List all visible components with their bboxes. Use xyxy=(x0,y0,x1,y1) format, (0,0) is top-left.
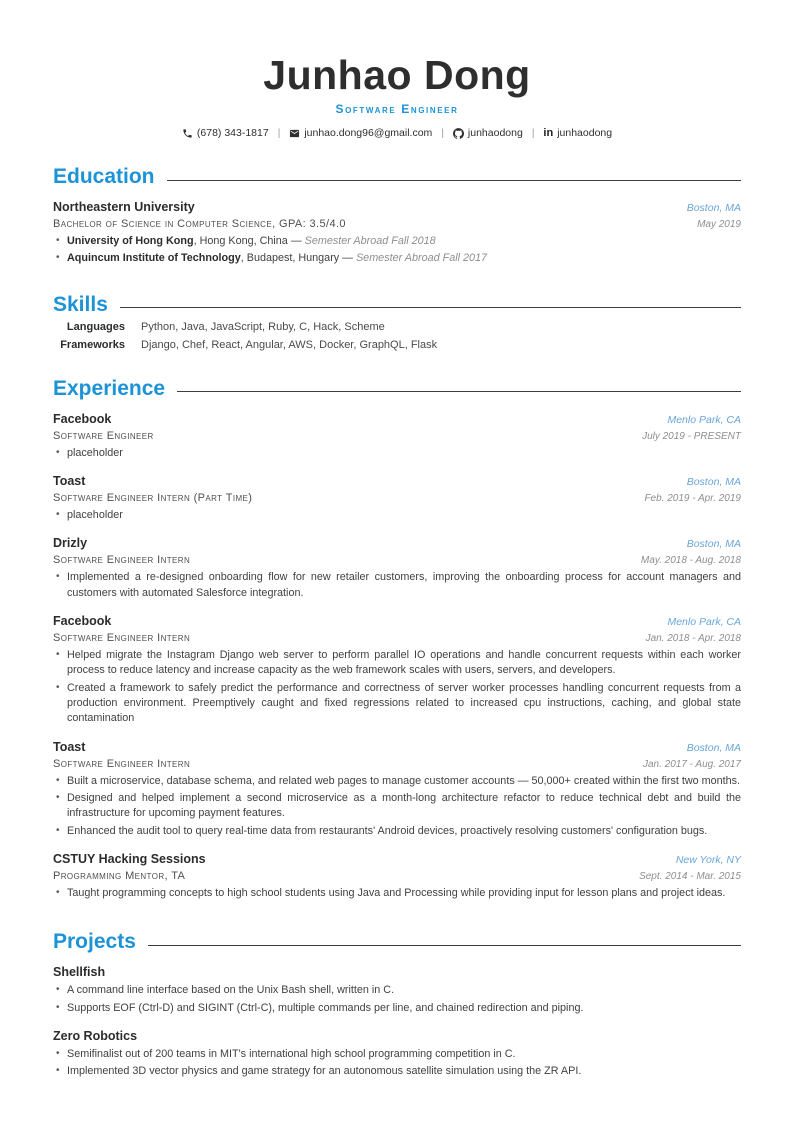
abroad-note: Semester Abroad Fall 2017 xyxy=(355,252,488,265)
project-name: Shellfish xyxy=(53,965,106,980)
contact-phone-text: (678) 343-1817 xyxy=(196,127,269,140)
contact-separator: | xyxy=(441,127,444,139)
company-location: Boston, MA xyxy=(686,476,741,489)
section-rule xyxy=(177,391,741,392)
experience-entry xyxy=(53,412,741,461)
company-name: CSTUY Hacking Sessions xyxy=(53,851,206,866)
job-dates: May. 2018 - Aug. 2018 xyxy=(640,555,741,567)
skills-heading-row xyxy=(53,294,741,315)
section-rule xyxy=(148,945,741,946)
project-name: Zero Robotics xyxy=(53,1028,138,1043)
linkedin-icon: in xyxy=(543,127,554,140)
job-dates: July 2019 - PRESENT xyxy=(642,430,741,442)
skill-label: Languages xyxy=(66,320,125,333)
contact-linkedin[interactable] xyxy=(543,127,612,139)
education-bullets xyxy=(53,234,741,267)
job-bullet: • Built a microservice, database schema, and related web pages to manage customer accounts — 50,000+ created within the first two months. xyxy=(53,774,741,789)
job-dates: Sept. 2014 - Mar. 2015 xyxy=(639,870,741,882)
skill-value: Django, Chef, React, Angular, AWS, Docker, GraphQL, Flask xyxy=(141,338,438,351)
education-bullet xyxy=(53,251,741,266)
experience-entry xyxy=(53,740,741,839)
contact-github[interactable] xyxy=(453,127,523,139)
experience-heading: Experience xyxy=(53,376,166,400)
abroad-location: , Hong Kong, China — xyxy=(193,235,305,248)
education-entry xyxy=(53,200,741,267)
project-entry xyxy=(53,1029,741,1080)
job-dates: Jan. 2018 - Apr. 2018 xyxy=(645,633,741,645)
company-name: Facebook xyxy=(53,411,112,426)
company-name: Drizly xyxy=(53,536,88,551)
project-bullets xyxy=(53,1047,741,1080)
contact-separator: | xyxy=(531,127,535,139)
job-role: Software Engineer Intern xyxy=(53,632,191,645)
job-dates: Feb. 2019 - Apr. 2019 xyxy=(644,493,741,505)
abroad-note: Semester Abroad Fall 2018 xyxy=(304,235,436,248)
project-bullets xyxy=(53,983,741,1016)
abroad-school: Aquincum Institute of Technology xyxy=(67,252,241,265)
school-name: Northeastern University xyxy=(53,200,195,215)
company-name: Toast xyxy=(53,739,86,754)
job-bullet: • placeholder xyxy=(53,508,741,523)
contact-email-text: junhao.dong96@gmail.com xyxy=(304,127,433,140)
skill-row xyxy=(53,321,741,333)
graduation-date: May 2019 xyxy=(697,219,741,231)
job-bullets xyxy=(53,446,741,461)
contact-bar xyxy=(53,127,741,139)
section-skills xyxy=(53,294,741,351)
section-projects xyxy=(53,931,741,1079)
envelope-icon xyxy=(289,128,300,139)
github-icon xyxy=(453,128,464,139)
abroad-school: University of Hong Kong xyxy=(67,235,194,248)
project-bullet: • Implemented 3D vector physics and game strategy for an autonomous satellite simulation using the ZR API. xyxy=(53,1064,741,1079)
company-name: Toast xyxy=(53,474,86,489)
section-rule xyxy=(120,307,741,308)
section-education xyxy=(53,166,741,267)
project-bullet: • Semifinalist out of 200 teams in MIT's international high school programming competition in C. xyxy=(53,1047,741,1062)
projects-heading-row xyxy=(53,931,741,952)
skill-label: Frameworks xyxy=(60,338,125,351)
job-role: Software Engineer xyxy=(53,429,154,442)
person-name: Junhao Dong xyxy=(263,52,531,98)
skill-value: Python, Java, JavaScript, Ruby, C, Hack, Scheme xyxy=(141,320,385,333)
company-location: Boston, MA xyxy=(686,538,741,551)
section-experience xyxy=(53,378,741,902)
experience-entry xyxy=(53,474,741,523)
job-bullet: • Enhanced the audit tool to query real-time data from restaurants' Android devices, proactively resolving customers' configuration bugs. xyxy=(53,824,741,839)
education-heading-row xyxy=(53,166,741,187)
job-role: Software Engineer Intern xyxy=(53,757,191,770)
project-bullet: • A command line interface based on the Unix Bash shell, written in C. xyxy=(53,983,741,998)
job-role: Programming Mentor, TA xyxy=(53,869,186,882)
school-location: Boston, MA xyxy=(686,202,741,215)
job-bullets xyxy=(53,648,741,727)
job-bullets xyxy=(53,886,741,901)
projects-heading: Projects xyxy=(53,930,136,954)
phone-icon xyxy=(182,128,193,139)
job-bullet: • Taught programming concepts to high school students using Java and Processing while providing input for lesson plans and project ideas. xyxy=(53,886,741,901)
job-role: Software Engineer Intern (Part Time) xyxy=(53,492,253,505)
contact-github-text: junhaodong xyxy=(467,127,523,140)
contact-phone[interactable] xyxy=(182,127,269,139)
resume-header xyxy=(53,0,741,139)
company-name: Facebook xyxy=(53,614,112,629)
experience-entry xyxy=(53,614,741,727)
company-location: Boston, MA xyxy=(686,741,741,754)
company-location: New York, NY xyxy=(675,853,741,866)
degree-text: Bachelor of Science in Computer Science, GPA: 3.5/4.0 xyxy=(53,218,346,231)
project-entry xyxy=(53,965,741,1016)
education-heading: Education xyxy=(53,165,155,189)
job-bullet: • Designed and helped implement a second microservice as a month-long architecture refactor to reduce technical debt and build the infrastructure for upcoming payment features. xyxy=(53,791,741,822)
job-bullet: • Created a framework to safely predict the performance and correctness of server worker processes handling concurrent requests from a production environment. Preemptively caught and fixed regressions related to increased cpu instructions, caching, and global state contamination xyxy=(53,681,741,727)
job-bullets xyxy=(53,570,741,601)
experience-heading-row xyxy=(53,378,741,399)
job-role: Software Engineer Intern xyxy=(53,554,191,567)
person-title: Software Engineer xyxy=(335,102,459,117)
contact-separator: | xyxy=(277,127,281,139)
job-bullet: • Implemented a re-designed onboarding flow for new retailer customers, improving the onboarding process for account managers and customers with automated Salesforce integration. xyxy=(53,570,741,601)
job-bullet: • Helped migrate the Instagram Django web server to perform parallel IO operations and handle concurrent requests within each worker process to reduce latency and increase capacity as the web framework scales with users, servers, and developers. xyxy=(53,648,741,679)
project-bullet: • Supports EOF (Ctrl-D) and SIGINT (Ctrl-C), multiple commands per line, and chained redirection and piping. xyxy=(53,1001,741,1016)
contact-linkedin-text: junhaodong xyxy=(557,127,613,140)
education-bullet xyxy=(53,234,741,249)
skills-heading: Skills xyxy=(53,292,108,316)
contact-email[interactable] xyxy=(289,127,432,139)
job-dates: Jan. 2017 - Aug. 2017 xyxy=(642,758,741,770)
experience-entry xyxy=(53,536,741,601)
company-location: Menlo Park, CA xyxy=(667,616,741,629)
experience-entry xyxy=(53,852,741,901)
job-bullets xyxy=(53,508,741,523)
job-bullet: • placeholder xyxy=(53,446,741,461)
abroad-location: , Budapest, Hungary — xyxy=(240,252,356,265)
skill-row xyxy=(53,339,741,351)
job-bullets xyxy=(53,774,741,839)
section-rule xyxy=(167,180,741,181)
company-location: Menlo Park, CA xyxy=(667,413,741,426)
